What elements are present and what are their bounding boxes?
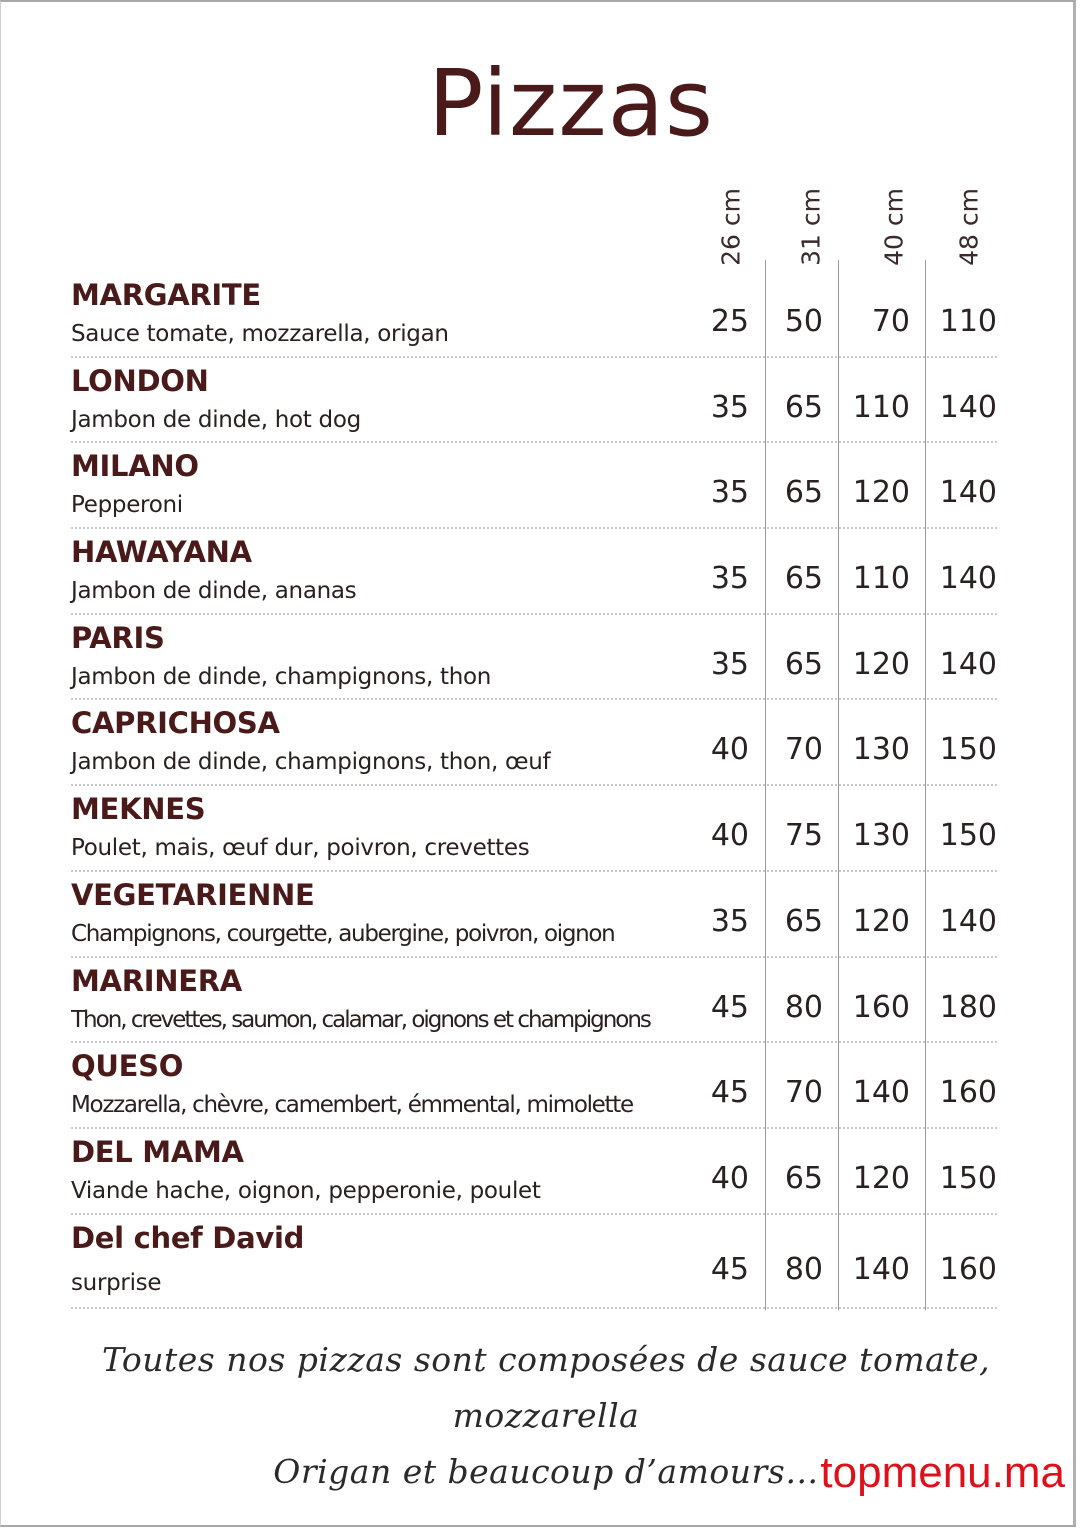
item-description: Pepperoni xyxy=(71,492,183,519)
menu-item-marinera xyxy=(71,958,997,1044)
menu-item-vegetarienne xyxy=(71,872,997,958)
item-description: Jambon de dinde, hot dog xyxy=(71,406,361,433)
price-26cm: 35 xyxy=(710,475,749,511)
price-31cm: 80 xyxy=(784,1251,823,1287)
price-31cm: 65 xyxy=(784,389,823,425)
item-description: Viande hache, oignon, pepperonie, poulet xyxy=(71,1177,541,1204)
item-name: PARIS xyxy=(71,620,165,655)
item-name: MILANO xyxy=(71,449,199,484)
item-name: MEKNES xyxy=(71,792,206,827)
price-31cm: 80 xyxy=(784,989,823,1025)
item-description: Thon, crevettes, saumon, calamar, oignons et champignons xyxy=(71,1006,650,1033)
price-40cm: 130 xyxy=(852,818,910,854)
price-48cm: 150 xyxy=(939,1160,997,1196)
price-48cm: 140 xyxy=(939,475,997,511)
price-31cm: 70 xyxy=(784,1075,823,1111)
price-26cm: 45 xyxy=(710,989,749,1025)
price-40cm: 130 xyxy=(852,732,910,768)
price-26cm: 45 xyxy=(710,1075,749,1111)
menu-item-caprichosa xyxy=(71,700,997,786)
price-26cm: 35 xyxy=(710,903,749,939)
price-48cm: 150 xyxy=(939,818,997,854)
menu-item-paris xyxy=(71,615,997,701)
price-31cm: 75 xyxy=(784,818,823,854)
price-31cm: 65 xyxy=(784,561,823,597)
pizza-list xyxy=(71,272,997,1309)
menu-item-milano xyxy=(71,443,997,529)
price-31cm: 65 xyxy=(784,903,823,939)
item-description: Jambon de dinde, champignons, thon, œuf xyxy=(71,749,551,776)
menu-item-del-chef-david xyxy=(71,1215,997,1309)
price-40cm: 160 xyxy=(852,989,910,1025)
price-31cm: 70 xyxy=(784,732,823,768)
price-40cm: 140 xyxy=(852,1251,910,1287)
item-description: Mozzarella, chèvre, camembert, émmental, mimolette xyxy=(71,1092,633,1119)
menu-item-del-mama xyxy=(71,1129,997,1215)
price-26cm: 40 xyxy=(710,818,749,854)
item-name: HAWAYANA xyxy=(71,535,252,570)
page-title: Pizzas xyxy=(428,50,714,157)
price-40cm: 120 xyxy=(852,646,910,682)
price-40cm: 110 xyxy=(852,561,910,597)
item-name: DEL MAMA xyxy=(71,1134,244,1169)
price-31cm: 50 xyxy=(784,304,823,339)
size-label: 40 cm xyxy=(879,188,909,266)
price-26cm: 25 xyxy=(710,304,749,339)
item-name: MARINERA xyxy=(71,963,242,998)
price-26cm: 35 xyxy=(710,646,749,682)
price-26cm: 35 xyxy=(710,389,749,425)
item-description: Sauce tomate, mozzarella, origan xyxy=(71,321,449,347)
price-48cm: 180 xyxy=(939,989,997,1025)
price-26cm: 45 xyxy=(710,1251,749,1287)
price-40cm: 120 xyxy=(852,903,910,939)
item-name: CAPRICHOSA xyxy=(71,706,280,741)
price-48cm: 110 xyxy=(939,304,997,339)
price-48cm: 160 xyxy=(939,1075,997,1111)
item-name: LONDON xyxy=(71,363,209,398)
price-40cm: 70 xyxy=(871,304,910,339)
price-48cm: 140 xyxy=(939,903,997,939)
price-40cm: 120 xyxy=(852,475,910,511)
menu-item-meknes xyxy=(71,786,997,872)
item-name: VEGETARIENNE xyxy=(71,877,315,912)
size-header-31cm xyxy=(791,182,831,272)
price-40cm: 110 xyxy=(852,389,910,425)
item-description: Champignons, courgette, aubergine, poivron, oignon xyxy=(71,920,615,947)
price-31cm: 65 xyxy=(784,646,823,682)
menu-item-hawayana xyxy=(71,529,997,615)
item-name: QUESO xyxy=(71,1049,184,1084)
size-label: 26 cm xyxy=(716,188,746,266)
price-48cm: 140 xyxy=(939,561,997,597)
price-26cm: 40 xyxy=(710,1160,749,1196)
price-31cm: 65 xyxy=(784,475,823,511)
price-26cm: 35 xyxy=(710,561,749,597)
price-40cm: 140 xyxy=(852,1075,910,1111)
item-name: MARGARITE xyxy=(71,278,261,312)
footer-line-2: Origan et beaucoup d’amours… xyxy=(273,1452,819,1491)
menu-item-london xyxy=(71,358,997,444)
price-48cm: 160 xyxy=(939,1251,997,1287)
watermark: topmenu.ma xyxy=(820,1448,1065,1497)
price-40cm: 120 xyxy=(852,1160,910,1196)
price-31cm: 65 xyxy=(784,1160,823,1196)
price-26cm: 40 xyxy=(710,732,749,768)
item-description: Jambon de dinde, champignons, thon xyxy=(71,663,492,690)
size-header-40cm xyxy=(874,182,914,272)
price-48cm: 140 xyxy=(939,646,997,682)
size-header-48cm xyxy=(949,182,989,272)
size-label: 31 cm xyxy=(796,188,826,266)
item-name: Del chef David xyxy=(71,1220,305,1255)
price-48cm: 150 xyxy=(939,732,997,768)
menu-item-margarite xyxy=(71,272,997,358)
item-description: Jambon de dinde, ananas xyxy=(71,578,357,605)
size-header-26cm xyxy=(711,182,751,272)
item-description: Poulet, mais, œuf dur, poivron, crevettes xyxy=(71,835,530,862)
price-48cm: 140 xyxy=(939,389,997,425)
menu-item-queso xyxy=(71,1043,997,1129)
size-label: 48 cm xyxy=(954,188,984,266)
item-description: surprise xyxy=(71,1269,162,1296)
footer-line-1: Toutes nos pizzas sont composées de sauce tomate, mozzarella xyxy=(101,1340,991,1435)
